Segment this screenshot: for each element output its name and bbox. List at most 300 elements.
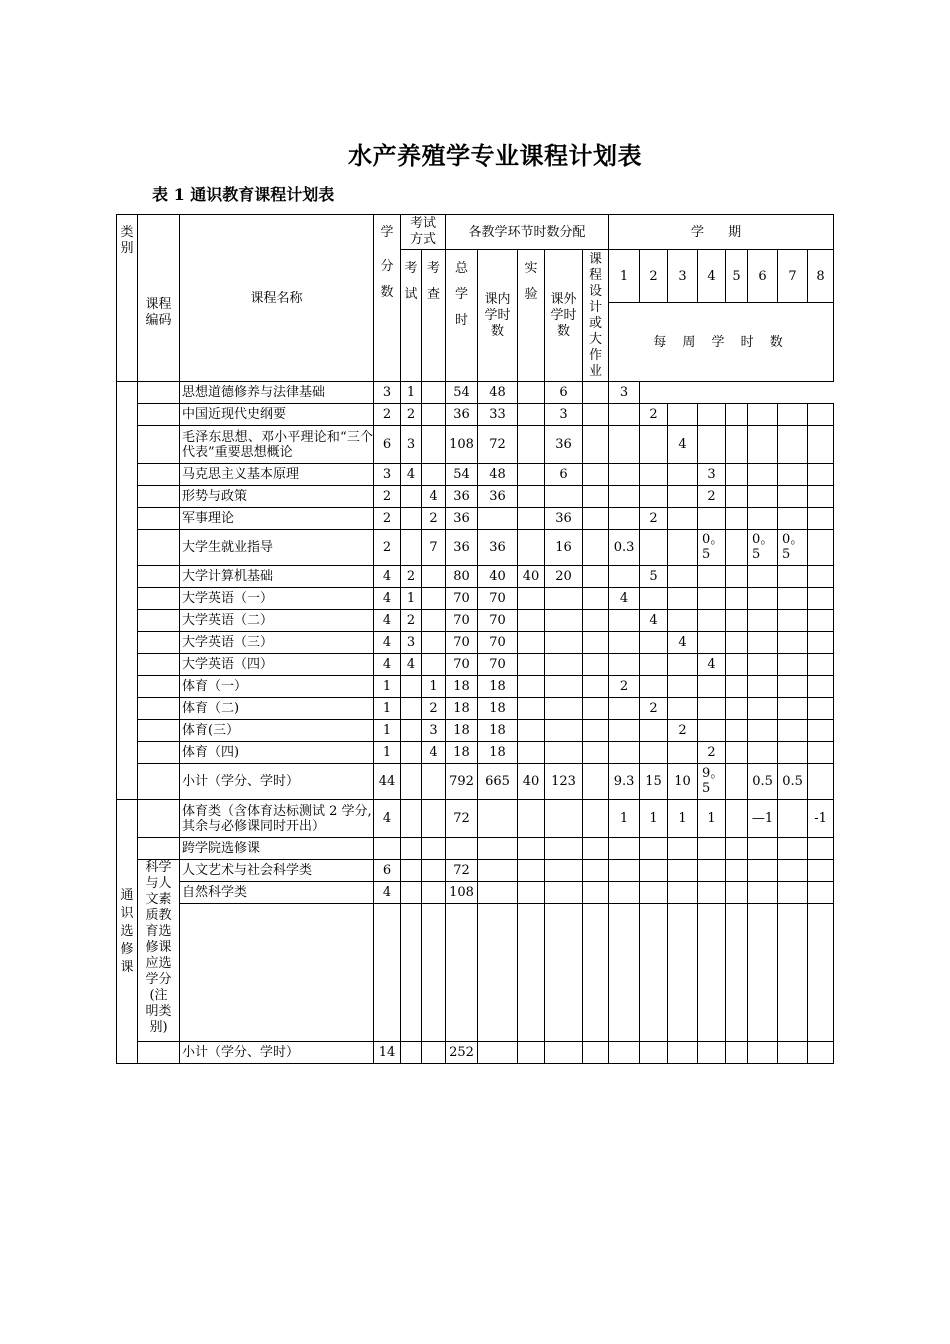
semester-cell: 2 [668,720,698,742]
page-title: 水产养殖学专业课程计划表 [348,141,642,170]
section1-category [117,382,138,800]
semester-cell [726,530,748,566]
semester-cell [748,654,778,676]
experiment-cell [518,610,545,632]
total-hours-cell: 18 [446,720,478,742]
total-hours-cell: 36 [446,530,478,566]
table-row [117,464,834,486]
semester-cell: 10 [668,764,698,800]
experiment-cell: 40 [518,764,545,800]
semester-cell [698,904,726,1042]
header-semester-5: 5 [726,250,748,303]
extra-hours-cell: 3 [545,404,583,426]
hours-cell [478,882,518,904]
exam-cell [401,698,422,720]
header-check-text: 考查 [426,261,440,302]
section2-category-text: 通识选修课 [120,887,134,975]
header-credits-bottom: 分数 [380,259,394,300]
course-name: 大学英语（一） [180,588,374,610]
header-code [138,215,180,382]
exam-cell: 3 [401,426,422,464]
semester-cell [808,742,834,764]
exam-cell [401,860,422,882]
check-cell [422,860,446,882]
table-row [117,426,834,464]
credit-cell: 1 [374,698,401,720]
semester-cell [726,800,748,838]
semester-cell [748,860,778,882]
exam-cell: 3 [401,632,422,654]
semester-cell [808,654,834,676]
total-hours-cell: 70 [446,654,478,676]
course-code [138,588,180,610]
semester-cell [778,632,808,654]
semester-cell: 15 [640,764,668,800]
hours-cell [545,904,583,1042]
experiment-cell [518,720,545,742]
semester-cell [748,426,778,464]
header-category-text: 类别 [120,225,134,256]
semester-cell [748,742,778,764]
header-name: 课程名称 [180,215,374,382]
semester-cell [748,566,778,588]
in-class-hours-cell: 70 [478,610,518,632]
semester-cell [726,404,748,426]
semester-cell [808,882,834,904]
table-row [117,530,834,566]
semester-cell [668,654,698,676]
semester-cell [640,530,668,566]
hours-cell [545,838,583,860]
semester-cell [640,882,668,904]
hours-cell [518,800,545,838]
in-class-hours-cell: 36 [478,530,518,566]
header-extra-hours-text: 课外学时数 [550,291,577,339]
semester-cell [778,882,808,904]
semester-cell [808,588,834,610]
in-class-hours-cell [478,508,518,530]
semester-cell [726,426,748,464]
exam-cell: 1 [401,588,422,610]
exam-cell: 2 [401,404,422,426]
design-cell [583,742,609,764]
check-cell [422,904,446,1042]
in-class-hours-cell: 70 [478,632,518,654]
semester-cell [668,486,698,508]
semester-cell: 4 [640,610,668,632]
check-cell [422,800,446,838]
total-hours-cell [446,838,478,860]
semester-cell [748,610,778,632]
table-row [117,720,834,742]
semester-cell [726,464,748,486]
semester-cell [778,838,808,860]
semester-cell [748,1042,778,1064]
semester-cell [726,882,748,904]
credit-cell: 44 [374,764,401,800]
semester-cell [748,632,778,654]
semester-cell [808,508,834,530]
semester-cell [668,464,698,486]
hours-cell [518,838,545,860]
header-exam-mode-text: 考试方式 [409,216,436,247]
credit-cell: 3 [374,464,401,486]
design-cell [583,566,609,588]
semester-cell [748,720,778,742]
table-row [117,508,834,530]
semester-cell: 2 [640,508,668,530]
extra-hours-cell [545,610,583,632]
experiment-cell [518,530,545,566]
check-cell [422,588,446,610]
exam-cell [401,486,422,508]
header-total-hours [446,250,478,382]
header-semester-2: 2 [640,250,668,303]
total-hours-cell: 70 [446,588,478,610]
credit-cell: 6 [374,860,401,882]
table-row [117,698,834,720]
extra-hours-cell [545,742,583,764]
course-code [138,720,180,742]
semester-cell [808,632,834,654]
semester-cell [778,860,808,882]
course-name: 中国近现代史纲要 [180,404,374,426]
experiment-cell [518,742,545,764]
extra-hours-cell [545,632,583,654]
exam-cell [401,676,422,698]
table-row [117,860,834,882]
semester-cell: 2 [640,698,668,720]
course-name: 体育（二) [180,698,374,720]
check-cell [422,426,446,464]
exam-cell [401,508,422,530]
hours-cell [518,882,545,904]
credit-cell: 3 [374,382,401,404]
table-row [117,404,834,426]
semester-cell [726,764,748,800]
header-category [117,215,138,382]
semester-cell [808,566,834,588]
semester-cell [808,426,834,464]
design-cell [583,426,609,464]
semester-cell [698,588,726,610]
course-name: 大学计算机基础 [180,566,374,588]
course-plan-table [116,214,834,1064]
semester-cell [726,676,748,698]
semester-cell [808,838,834,860]
header-extra-hours [545,250,583,382]
semester-cell [808,904,834,1042]
extra-hours-cell: 6 [545,382,583,404]
semester-cell [778,426,808,464]
semester-cell [668,566,698,588]
semester-cell: 0。5 [748,530,778,566]
course-name: 自然科学类 [180,882,374,904]
semester-cell: 3 [698,464,726,486]
design-cell [583,764,609,800]
semester-cell [668,1042,698,1064]
table-row [117,1042,834,1064]
elective-note-text: 科学与人文素质教育选修课应选学分(注明类别) [145,860,172,1035]
section2-category [117,800,138,1064]
header-semester-7: 7 [778,250,808,303]
semester-cell [748,676,778,698]
semester-cell [698,426,726,464]
hours-cell [478,904,518,1042]
exam-cell [401,720,422,742]
table-row [117,610,834,632]
semester-cell [726,860,748,882]
total-hours-cell: 18 [446,698,478,720]
course-code [138,764,180,800]
course-code [138,508,180,530]
design-cell [583,464,609,486]
semester-cell [748,698,778,720]
table-row [117,676,834,698]
total-hours-cell: 18 [446,676,478,698]
course-code [138,486,180,508]
semester-cell [726,610,748,632]
semester-cell: 1 [640,800,668,838]
design-cell [583,404,609,426]
header-semester-8: 8 [808,250,834,303]
extra-hours-cell: 123 [545,764,583,800]
semester-cell: 0.5 [778,764,808,800]
semester-cell: 9。5 [698,764,726,800]
check-cell [422,404,446,426]
course-code [138,464,180,486]
design-cell [583,486,609,508]
semester-cell [609,1042,640,1064]
header-total-hours-text: 总学时 [454,261,468,328]
experiment-cell [518,508,545,530]
total-hours-cell: 72 [446,860,478,882]
credit-cell: 2 [374,508,401,530]
semester-cell: 5 [640,566,668,588]
total-hours-cell: 36 [446,486,478,508]
header-exam-mode [401,215,446,250]
semester-cell [778,676,808,698]
course-name: 体育(三） [180,720,374,742]
semester-cell [726,588,748,610]
hours-cell [518,1042,545,1064]
hours-cell [583,800,609,838]
header-experiment-text: 实验 [524,261,538,302]
experiment-cell [518,382,545,404]
extra-hours-cell [545,698,583,720]
semester-cell [778,588,808,610]
semester-cell [640,588,668,610]
semester-cell: 3 [609,382,640,404]
semester-cell [668,882,698,904]
check-cell: 7 [422,530,446,566]
credit-cell: 2 [374,530,401,566]
semester-cell [808,764,834,800]
total-hours-cell: 70 [446,632,478,654]
header-in-class-hours [478,250,518,382]
course-name: 人文艺术与社会科学类 [180,860,374,882]
course-code [138,742,180,764]
semester-cell [808,530,834,566]
course-name: 军事理论 [180,508,374,530]
credit-cell: 14 [374,1042,401,1064]
course-code [138,404,180,426]
in-class-hours-cell: 70 [478,654,518,676]
check-cell: 3 [422,720,446,742]
semester-cell [698,882,726,904]
semester-cell [698,720,726,742]
header-credits-top: 学 [380,225,394,240]
semester-cell [609,610,640,632]
semester-cell [726,486,748,508]
experiment-cell [518,654,545,676]
extra-hours-cell [545,676,583,698]
semester-cell [726,566,748,588]
check-cell [422,610,446,632]
experiment-cell: 40 [518,566,545,588]
header-semester-6: 6 [748,250,778,303]
course-code [138,698,180,720]
semester-cell: 0.3 [609,530,640,566]
semester-cell: 1 [668,800,698,838]
check-cell [422,632,446,654]
extra-hours-cell: 16 [545,530,583,566]
hours-cell [583,904,609,1042]
semester-cell [698,1042,726,1064]
design-cell [583,530,609,566]
semester-cell [668,698,698,720]
check-cell: 2 [422,508,446,530]
semester-cell [808,698,834,720]
semester-cell [609,838,640,860]
header-design-text: 课程设计或大作业 [589,251,603,379]
credit-cell: 4 [374,610,401,632]
exam-cell: 2 [401,610,422,632]
course-name: 体育（四) [180,742,374,764]
semester-cell [698,508,726,530]
extra-hours-cell [545,486,583,508]
course-name: 小计（学分、学时） [180,764,374,800]
semester-cell [778,720,808,742]
course-code [138,838,180,860]
course-code [138,426,180,464]
semester-cell [726,838,748,860]
semester-cell [808,1042,834,1064]
extra-hours-cell: 6 [545,464,583,486]
semester-cell [698,632,726,654]
credit-cell [374,904,401,1042]
course-name: 小计（学分、学时） [180,1042,374,1064]
course-code [138,1042,180,1064]
semester-cell: 2 [698,742,726,764]
semester-cell [640,1042,668,1064]
semester-cell: 0.5 [748,764,778,800]
credit-cell: 2 [374,404,401,426]
total-hours-cell: 80 [446,566,478,588]
experiment-cell [518,676,545,698]
check-cell [422,464,446,486]
credit-cell: 4 [374,654,401,676]
semester-cell [726,698,748,720]
credit-cell: 6 [374,426,401,464]
semester-cell [778,464,808,486]
course-name: 大学生就业指导 [180,530,374,566]
semester-cell [808,486,834,508]
design-cell [583,588,609,610]
semester-cell [726,1042,748,1064]
table-row [117,486,834,508]
semester-cell [778,566,808,588]
semester-cell [609,654,640,676]
table-row [117,882,834,904]
hours-cell [478,1042,518,1064]
course-name [180,904,374,1042]
check-cell: 2 [422,698,446,720]
semester-cell [808,860,834,882]
semester-cell: 9.3 [609,764,640,800]
semester-cell [668,530,698,566]
header-exam [401,250,422,382]
header-credits [374,215,401,382]
course-code [138,530,180,566]
experiment-cell [518,464,545,486]
semester-cell [808,720,834,742]
semester-cell [609,632,640,654]
table-row [117,588,834,610]
course-name: 毛泽东思想、邓小平理论和“三个代表”重要思想概论 [180,426,374,464]
semester-cell: 1 [698,800,726,838]
semester-cell [609,698,640,720]
table-row [117,632,834,654]
semester-cell [640,632,668,654]
semester-cell [668,610,698,632]
credit-cell: 4 [374,588,401,610]
semester-cell [668,588,698,610]
semester-cell [698,676,726,698]
semester-cell: 2 [640,404,668,426]
semester-cell [748,404,778,426]
course-code [138,566,180,588]
in-class-hours-cell: 18 [478,676,518,698]
hours-cell [545,800,583,838]
semester-cell [640,904,668,1042]
semester-cell: 2 [609,676,640,698]
table-row [117,654,834,676]
semester-cell [726,904,748,1042]
semester-cell [778,508,808,530]
course-name: 大学英语（三） [180,632,374,654]
in-class-hours-cell: 33 [478,404,518,426]
design-cell [583,720,609,742]
exam-cell: 4 [401,464,422,486]
total-hours-cell: 18 [446,742,478,764]
exam-cell: 4 [401,654,422,676]
semester-cell [726,742,748,764]
semester-cell [609,508,640,530]
semester-span-cell [640,382,834,404]
semester-cell [748,486,778,508]
exam-cell [401,838,422,860]
in-class-hours-cell: 18 [478,742,518,764]
total-hours-cell: 108 [446,426,478,464]
header-exam-text: 考试 [404,261,418,302]
hours-cell [478,800,518,838]
hours-cell [583,1042,609,1064]
header-in-class-hours-text: 课内学时数 [484,291,511,339]
semester-cell: —1 [748,800,778,838]
exam-cell [401,800,422,838]
credit-cell: 4 [374,566,401,588]
